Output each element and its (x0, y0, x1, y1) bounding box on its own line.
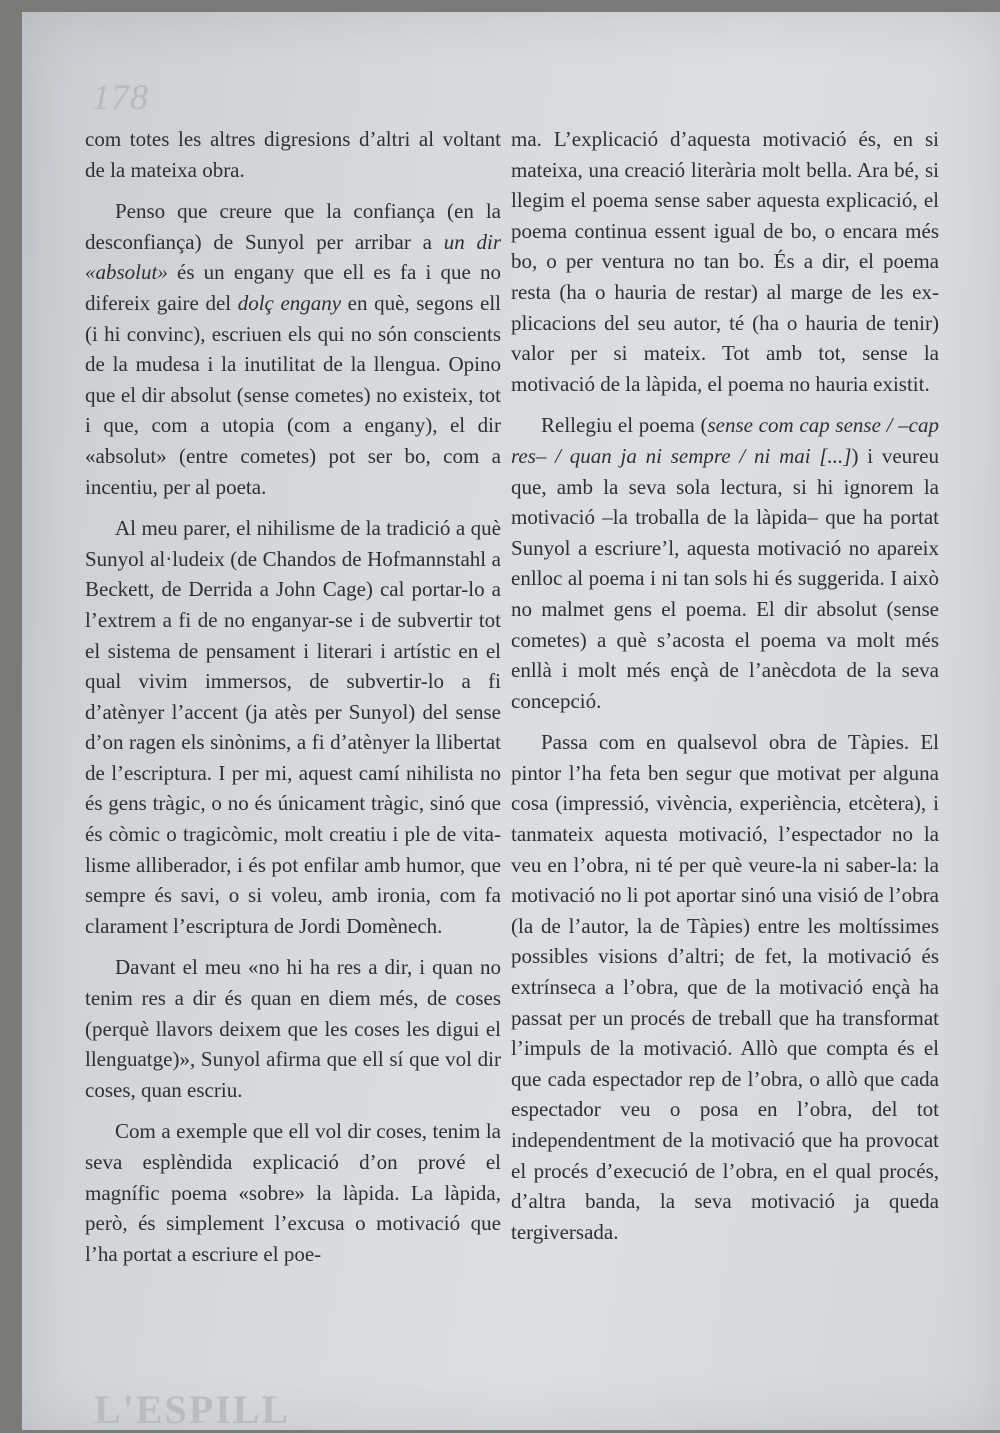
text-run: en què, segons ell (i hi convinc), escriuen els qui no són conscients de la mudesa i la inutilitat de la llengua. Opino que el dir absolut (sense cometes) no existeix, tot i que, com a utopia (com a engany), el dir «absolut» (entre cometes) pot ser bo, com a incentiu, per al poeta. (85, 290, 502, 499)
right-column (511, 124, 939, 1258)
book-page (22, 12, 1000, 1430)
italic-text: dolç engany (237, 290, 342, 315)
text-run: com totes les altres digresions d’altri al voltant de la mateixa obra. (85, 127, 501, 182)
paragraph (85, 513, 501, 941)
left-column (85, 124, 501, 1280)
text-run: Com a exemple que ell vol dir coses, tenim la seva esplèndida explicació d’on prové el magnífic poema «sobre» la làpida. La làpida, però, és simplement l’excusa o motivació que l’ha portat a escriure el poe- (85, 1119, 501, 1266)
text-run: Davant el meu «no hi ha res a dir, i quan no tenim res a dir és quan en diem més, de coses (perquè llavors deixem que les coses les digui el llenguatge)», Sunyol afirma que ell sí que vol dir coses, quan escriu. (85, 955, 501, 1102)
paragraph (85, 124, 501, 185)
text-run: ma. L’explicació d’aquesta motivació és, en si mateixa, una creació literària molt bella. Ara bé, si llegim el poema sense saber aquesta explicació, el poema continua essent igual de bo, o encara més bo, o per ventura no tan bo. És a dir, el poema resta (ha o hauria de restar) al marge de les explicacions del seu autor, té (ha o hauria de tenir) valor per si mateix. Tot amb tot, sense la motivació de la làpida, el poema no hauria existit. (511, 127, 939, 396)
text-run: Passa com en qualsevol obra de Tàpies. El pintor l’ha feta ben segur que motivat per alguna cosa (impressió, vivència, experiència, etcètera), i tanmateix aquesta motivació, l’espectador no la veu en l’obra, ni té per què veure-la ni saber-la: la motivació no li pot aportar sinó una visió de l’obra (la de l’autor, la de Tàpies) entre les moltíssimes possibles visions d’altri; de fet, la motivació és extrínseca a l’obra, que de la motivació ençà ha passat per un procés de treball que ha transformat l’impuls de la motivació. Allò que compta és el que cada espectador rep de l’obra, o allò que cada espectador veu o posa en l’obra, del tot independentment de la motivació que ha provocat el procés d’execució de l’obra, en el qual procés, d’altra banda, la seva motivació ja queda tergiversada. (511, 730, 939, 1244)
magazine-logo: L'ESPILL (94, 1387, 291, 1432)
text-run: Al meu parer, el nihilisme de la tradició a què Sunyol al·ludeix (de Chandos de Hofmannstahl a Beckett, de Derrida a John Cage) cal portar-lo a l’extrem a fi de no enganyar-se i de subvertir tot el sistema de pensament i literari i artístic en el qual vivim immersos, de subvertir-lo a fi d’atènyer l’accent (ja atès per Sunyol) del sense d’on ragen els sinònims, a fi d’atènyer la llibertat de l’escriptura. I per mi, aquest camí nihilista no és gens tràgic, o no és únicament tràgic, sinó que és còmic o tragicòmic, molt creatiu i ple de vitalisme alliberador, i és pot enfilar amb humor, que sempre és savi, o si voleu, amb ironia, com fa clarament l’escriptura de Jordi Domènech. (85, 516, 501, 938)
text-run: és un engany que ell es fa i que no difereix gaire del (85, 260, 501, 315)
paragraph (511, 124, 939, 399)
text-run: ) i veureu que, amb la seva sola lectura, si hi ignorem la motivació –la troballa de la làpida– que ha portat Sunyol a escriure’l, aquesta motivació no apareix enlloc al poema i ni tan sols hi és suggerida. I això no malmet gens el poema. El dir absolut (sense cometes) a què s’acosta el poema va molt més enllà i molt més ençà de l’anècdota de la seva concepció. (511, 443, 939, 713)
paragraph (85, 1116, 501, 1269)
text-run: Penso que creure que la confiança (en la desconfiança) de Sunyol per arribar a (85, 199, 501, 254)
paragraph (85, 196, 501, 502)
text-run: Rellegiu el poema ( (541, 413, 708, 438)
page-number: 178 (92, 77, 149, 117)
paragraph (511, 410, 939, 716)
paragraph (85, 952, 501, 1105)
paragraph (511, 727, 939, 1247)
italic-text: un dir «absolut» (85, 229, 501, 285)
italic-text: sense com cap sense / –cap res– / quan ja ni sempre / ni mai [...] (511, 413, 940, 468)
